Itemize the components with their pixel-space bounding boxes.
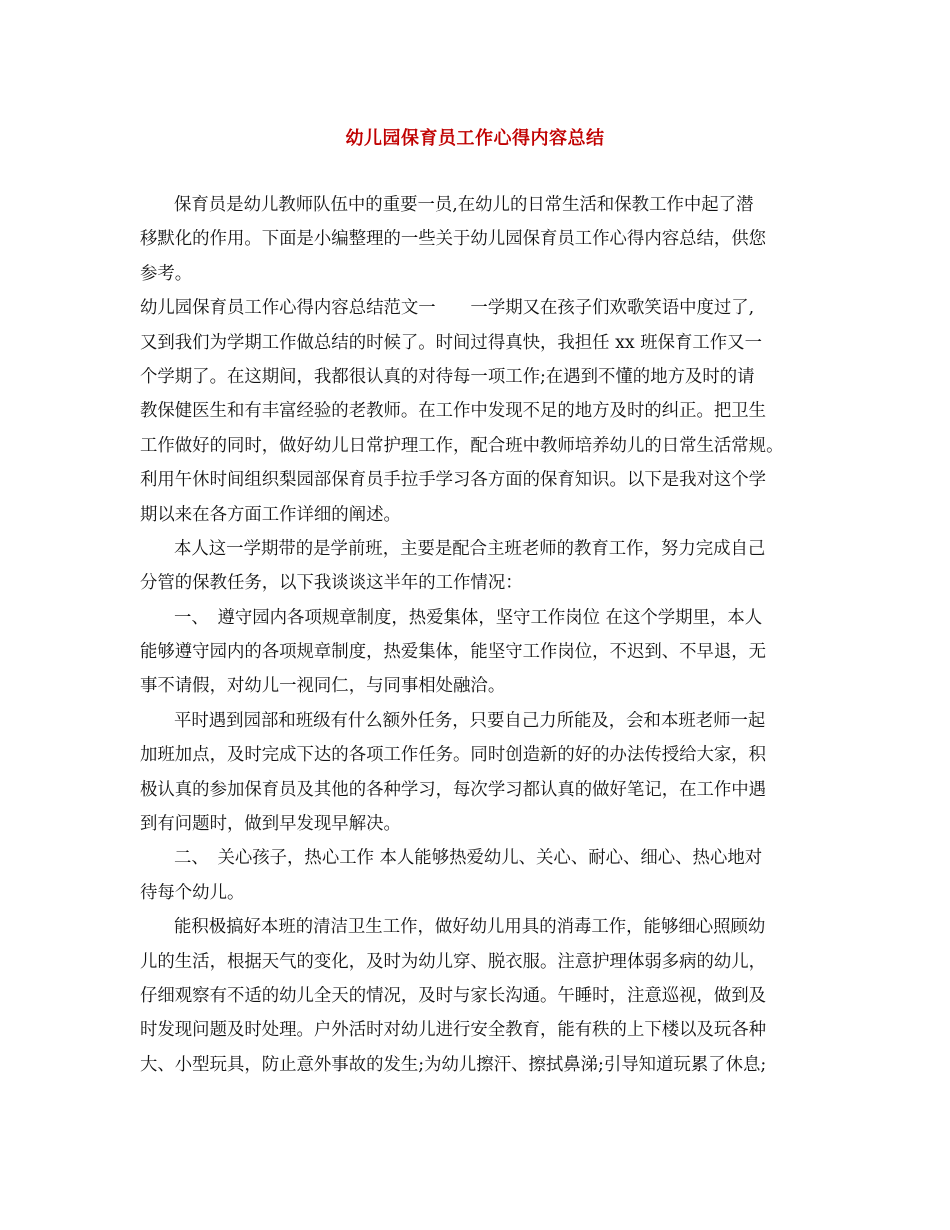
body-text-line: 又到我们为学期工作做总结的时候了。时间过得真快，我担任 xx 班保育工作又一 [140, 332, 762, 353]
body-text-line: 本人这一学期带的是学前班，主要是配合主班老师的教育工作，努力完成自己 [174, 538, 766, 559]
body-text-line: 平时遇到园部和班级有什么额外任务，只要自己力所能及，会和本班老师一起 [174, 710, 766, 731]
body-text-line: 利用午休时间组织梨园部保育员手拉手学习各方面的保育知识。以下是我对这个学 [140, 470, 767, 491]
body-text-line: 个学期了。在这期间，我都很认真的对待每一项工作;在遇到不懂的地方及时的请 [140, 366, 755, 387]
body-text-line: 时发现问题及时处理。户外活时对幼儿进行安全教育，能有秩的上下楼以及玩各种 [140, 1020, 767, 1041]
body-text-line: 分管的保教任务，以下我谈谈这半年的工作情况： [140, 573, 523, 594]
body-text-line: 工作做好的同时，做好幼儿日常护理工作，配合班中教师培养幼儿的日常生活常规。 [140, 435, 784, 456]
body-text-line: 移默化的作用。下面是小编整理的一些关于幼儿园保育员工作心得内容总结，供您 [140, 229, 767, 250]
body-text-line: 幼儿园保育员工作心得内容总结范文一 一学期又在孩子们欢歌笑语中度过了, [140, 298, 755, 319]
body-text-line: 极认真的参加保育员及其他的各种学习，每次学习都认真的做好笔记，在工作中遇 [140, 779, 767, 800]
body-text-line: 教保健医生和有丰富经验的老教师。在工作中发现不足的地方及时的纠正。把卫生 [140, 401, 767, 422]
body-text-line: 到有问题时，做到早发现早解决。 [140, 814, 401, 835]
body-text-line: 加班加点，及时完成下达的各项工作任务。同时创造新的好的办法传授给大家，积 [140, 745, 767, 766]
document-title: 幼儿园保育员工作心得内容总结 [345, 128, 605, 149]
body-text-line: 期以来在各方面工作详细的阐述。 [140, 504, 401, 525]
document-body [140, 188, 820, 1082]
body-text-line: 参考。 [140, 263, 193, 284]
body-text-line: 儿的生活，根据天气的变化，及时为幼儿穿、脱衣服。注意护理体弱多病的幼儿， [140, 951, 767, 972]
body-text-line: 能积极搞好本班的清洁卫生工作，做好幼儿用具的消毒工作，能够细心照顾幼 [174, 917, 766, 938]
body-text-line: 仔细观察有不适的幼儿全天的情况，及时与家长沟通。午睡时，注意巡视，做到及 [140, 985, 767, 1006]
body-text-line: 事不请假，对幼儿一视同仁，与同事相处融洽。 [140, 676, 506, 697]
body-text-line: 一、 遵守园内各项规章制度，热爱集体，坚守工作岗位 在这个学期里，本人 [174, 607, 763, 628]
body-text-line: 保育员是幼儿教师队伍中的重要一员,在幼儿的日常生活和保教工作中起了潜 [174, 195, 754, 215]
body-text-line: 能够遵守园内的各项规章制度，热爱集体，能坚守工作岗位，不迟到、不早退，无 [140, 642, 767, 663]
body-text-line: 大、小型玩具，防止意外事故的发生;为幼儿擦汗、擦拭鼻涕;引导知道玩累了休息; [140, 1054, 767, 1075]
body-text-line: 二、 关心孩子，热心工作 本人能够热爱幼儿、关心、耐心、细心、热心地对 [174, 848, 763, 869]
body-text-line: 待每个幼儿。 [140, 882, 245, 903]
